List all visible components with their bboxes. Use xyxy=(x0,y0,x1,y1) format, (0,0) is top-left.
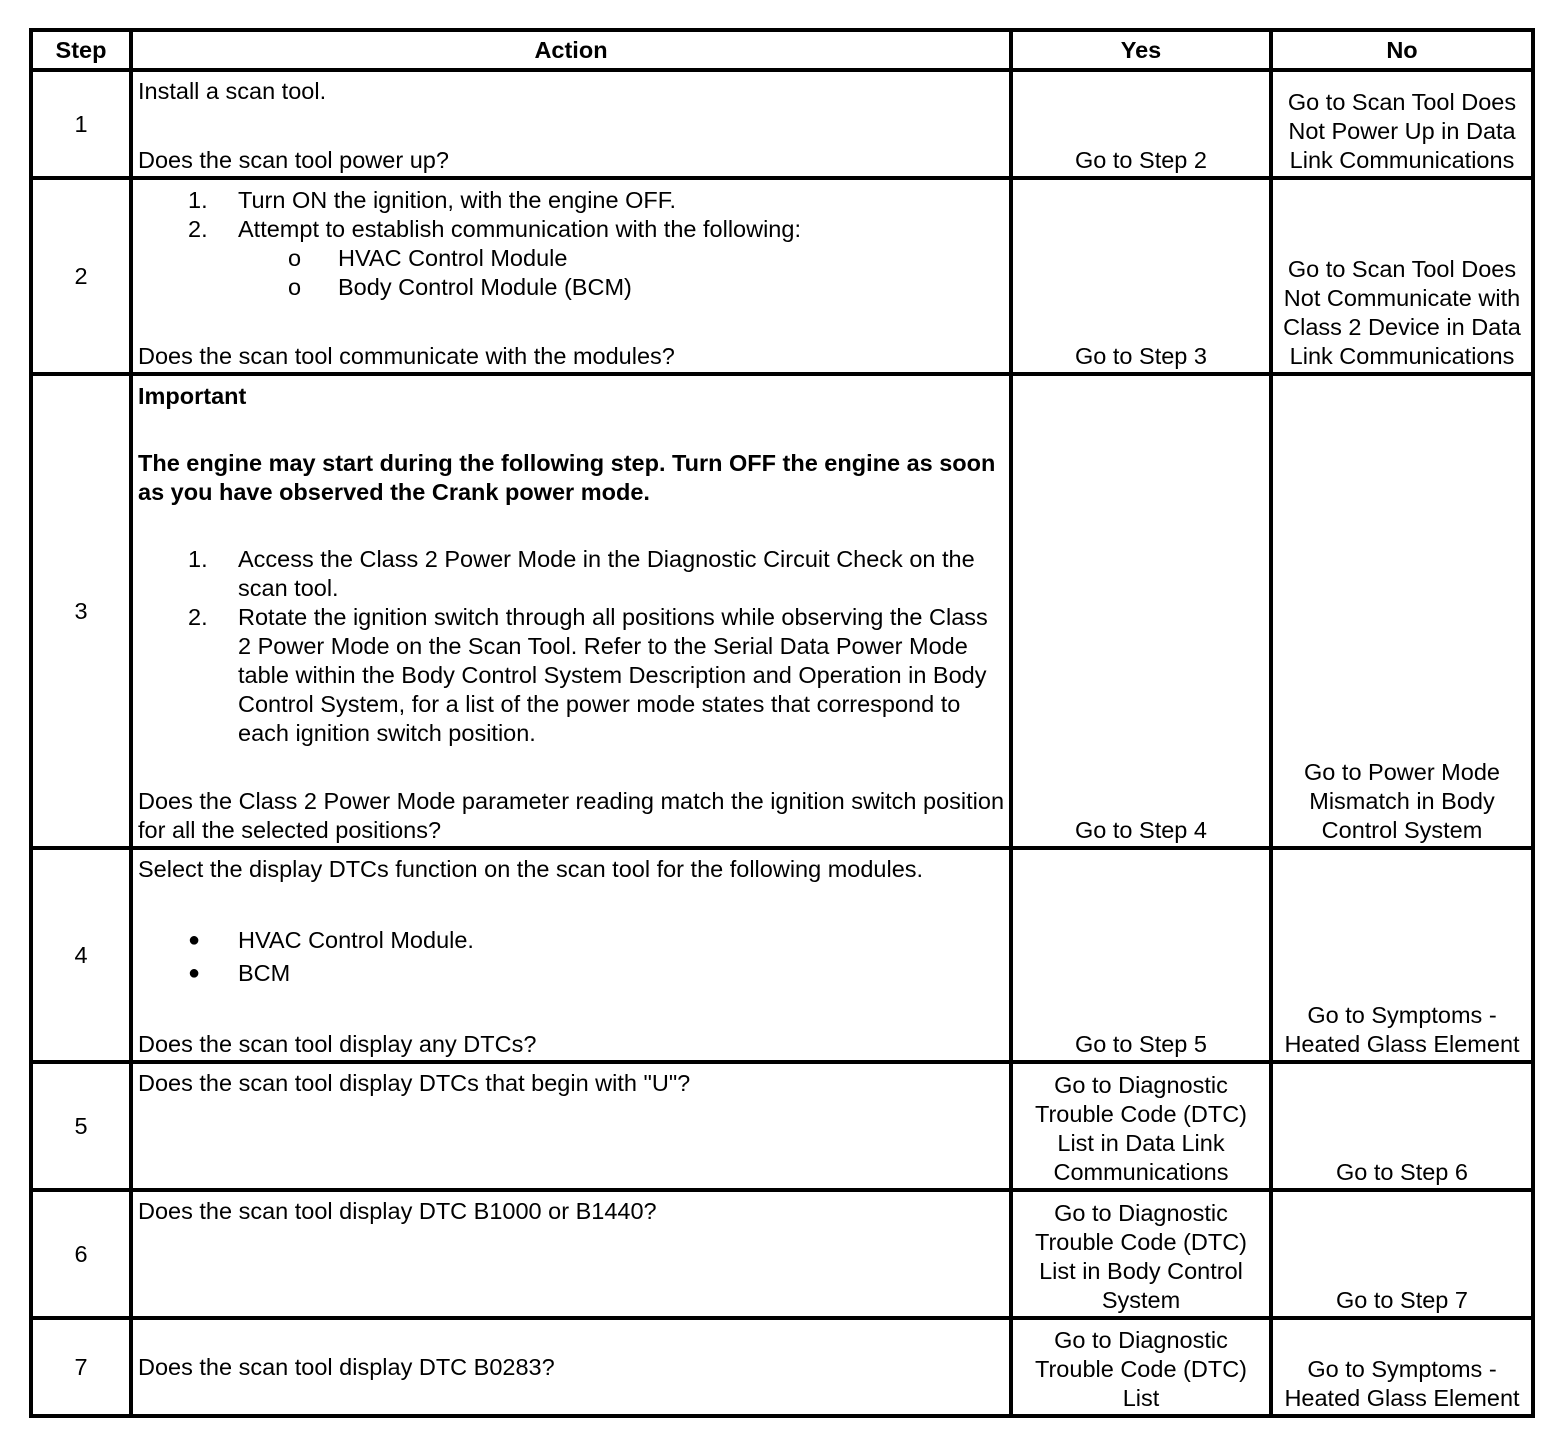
step-number: 4 xyxy=(31,848,131,1062)
action-question: Does the scan tool display any DTCs? xyxy=(138,1031,537,1057)
yes-link[interactable]: Go to Step 5 xyxy=(1075,1031,1207,1057)
diagnostic-table xyxy=(29,28,1535,1418)
table-row xyxy=(31,848,1533,1062)
yes-link[interactable]: Go to Diagnostic Trouble Code (DTC) List xyxy=(1035,1327,1247,1411)
action-cell xyxy=(131,1062,1011,1190)
header-step: Step xyxy=(31,30,131,70)
action-cell xyxy=(131,1318,1011,1416)
important-label: Important xyxy=(138,383,247,409)
no-link[interactable]: Go to Power Mode Mismatch in Body Control System xyxy=(1304,759,1500,843)
action-cell xyxy=(131,374,1011,848)
no-cell xyxy=(1271,848,1533,1062)
no-cell xyxy=(1271,1062,1533,1190)
table-row xyxy=(31,374,1533,848)
no-cell xyxy=(1271,374,1533,848)
step-number: 2 xyxy=(31,178,131,374)
yes-link[interactable]: Go to Diagnostic Trouble Code (DTC) List in Data Link Communications xyxy=(1035,1072,1247,1185)
no-cell xyxy=(1271,178,1533,374)
action-intro: Install a scan tool. xyxy=(138,78,327,104)
step-number: 1 xyxy=(31,70,131,178)
step-number: 7 xyxy=(31,1318,131,1416)
action-question: Does the Class 2 Power Mode parameter reading match the ignition switch position for all the selected positions? xyxy=(138,788,1005,843)
no-cell xyxy=(1271,1318,1533,1416)
header-action: Action xyxy=(131,30,1011,70)
list-item: 1. Access the Class 2 Power Mode in the Diagnostic Circuit Check on the scan tool. xyxy=(188,546,975,601)
yes-link[interactable]: Go to Step 4 xyxy=(1075,817,1207,843)
no-link[interactable]: Go to Step 6 xyxy=(1336,1159,1468,1185)
no-link[interactable]: Go to Scan Tool Does Not Communicate with Class 2 Device in Data Link Communications xyxy=(1283,256,1521,369)
table-row xyxy=(31,178,1533,374)
step-number: 6 xyxy=(31,1190,131,1318)
table-row xyxy=(31,1318,1533,1416)
yes-cell xyxy=(1011,70,1271,178)
sub-list-item: o HVAC Control Module xyxy=(288,245,568,271)
header-yes: Yes xyxy=(1011,30,1271,70)
action-question: Does the scan tool display DTC B0283? xyxy=(138,1353,555,1380)
no-cell xyxy=(1271,70,1533,178)
step-number: 5 xyxy=(31,1062,131,1190)
action-question: Does the scan tool display DTCs that begin with "U"? xyxy=(138,1070,691,1096)
yes-cell xyxy=(1011,1190,1271,1318)
yes-cell xyxy=(1011,1062,1271,1190)
bullet-item: ● HVAC Control Module. xyxy=(188,927,474,953)
list-item: 1. Turn ON the ignition, with the engine OFF. xyxy=(188,187,677,213)
yes-cell xyxy=(1011,178,1271,374)
action-cell xyxy=(131,70,1011,178)
action-question: Does the scan tool display DTC B1000 or B1440? xyxy=(138,1198,657,1224)
header-no: No xyxy=(1271,30,1533,70)
yes-link[interactable]: Go to Diagnostic Trouble Code (DTC) List in Body Control System xyxy=(1035,1200,1247,1313)
yes-cell xyxy=(1011,1318,1271,1416)
step-number: 3 xyxy=(31,374,131,848)
sub-list-item: o Body Control Module (BCM) xyxy=(288,274,632,300)
bullet-item: ● BCM xyxy=(188,960,291,986)
list-item: 2. Rotate the ignition switch through all positions while observing the Class 2 Power Mode on the Scan Tool. Refer to the Serial Data Power Mode table within the Body Control System Description and Operation in Body Control System, for a list of the power mode states that correspond to each ignition switch position. xyxy=(188,604,988,746)
no-link[interactable]: Go to Step 7 xyxy=(1336,1287,1468,1313)
action-cell xyxy=(131,1190,1011,1318)
no-link[interactable]: Go to Symptoms - Heated Glass Element xyxy=(1284,1002,1520,1057)
action-cell xyxy=(131,848,1011,1062)
action-question: Does the scan tool power up? xyxy=(138,147,449,173)
action-intro: Select the display DTCs function on the scan tool for the following modules. xyxy=(138,856,924,882)
yes-link[interactable]: Go to Step 2 xyxy=(1075,147,1207,173)
table-row xyxy=(31,1062,1533,1190)
action-question: Does the scan tool communicate with the modules? xyxy=(138,343,675,369)
yes-link[interactable]: Go to Step 3 xyxy=(1075,343,1207,369)
no-cell xyxy=(1271,1190,1533,1318)
action-cell xyxy=(131,178,1011,374)
header-row xyxy=(31,30,1533,70)
no-link[interactable]: Go to Scan Tool Does Not Power Up in Data Link Communications xyxy=(1287,89,1517,173)
table-row xyxy=(31,1190,1533,1318)
list-item: 2. Attempt to establish communication with the following: xyxy=(188,216,801,242)
yes-cell xyxy=(1011,848,1271,1062)
yes-cell xyxy=(1011,374,1271,848)
important-text: The engine may start during the following step. Turn OFF the engine as soon as you have observed the Crank power mode. xyxy=(138,450,996,505)
table-row xyxy=(31,70,1533,178)
no-link[interactable]: Go to Symptoms - Heated Glass Element xyxy=(1284,1356,1520,1411)
